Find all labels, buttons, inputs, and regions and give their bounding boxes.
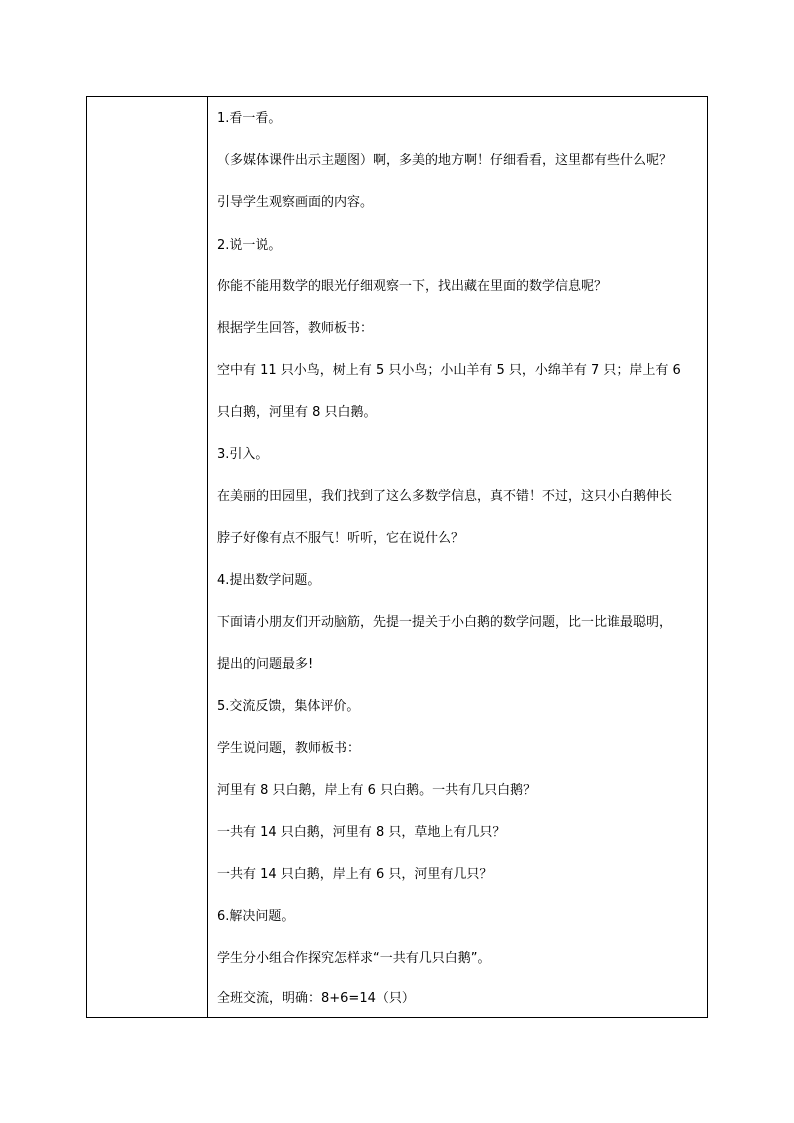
text-line: 提出的问题最多! [217, 657, 314, 672]
text-line: 5.交流反馈，集体评价。 [217, 699, 360, 714]
text-line: 根据学生回答，教师板书： [217, 321, 374, 336]
text-line: （多媒体课件出示主题图）啊，多美的地方啊！仔细看看，这里都有些什么呢？ [217, 153, 673, 168]
text-line: 学生说问题，教师板书： [217, 741, 361, 756]
text-line: 下面请小朋友们开动脑筋，先提一提关于小白鹅的数学问题，比一比谁最聪明， [217, 615, 673, 630]
lesson-table [86, 96, 708, 1018]
text-line: 河里有 8 只白鹅，岸上有 6 只白鹅。一共有几只白鹅？ [217, 783, 537, 798]
text-line: 引导学生观察画面的内容。 [217, 195, 374, 210]
text-line: 空中有 11 只小鸟，树上有 5 只小鸟；小山羊有 5 只，小绵羊有 7 只；岸上有 6 [217, 363, 681, 378]
text-line: 1.看一看。 [217, 111, 282, 126]
text-line: 4.提出数学问题。 [217, 573, 321, 588]
table-content-cell [208, 97, 707, 1017]
text-line: 学生分小组合作探究怎样求“一共有几只白鹅”。 [217, 951, 491, 966]
text-line: 全班交流，明确：8+6=14（只） [217, 991, 415, 1006]
text-line: 一共有 14 只白鹅，岸上有 6 只，河里有几只？ [217, 867, 493, 882]
table-left-cell [87, 97, 208, 1017]
text-line: 只白鹅，河里有 8 只白鹅。 [217, 405, 377, 420]
text-line: 脖子好像有点不服气！听听，它在说什么？ [217, 531, 465, 546]
text-line: 在美丽的田园里，我们找到了这么多数学信息，真不错！不过，这只小白鹅伸长 [217, 489, 673, 504]
text-line: 2.说一说。 [217, 238, 282, 253]
text-line: 3.引入。 [217, 447, 269, 462]
text-line: 一共有 14 只白鹅，河里有 8 只，草地上有几只？ [217, 825, 506, 840]
text-line: 6.解决问题。 [217, 909, 295, 924]
text-line: 你能不能用数学的眼光仔细观察一下，找出藏在里面的数学信息呢？ [217, 279, 608, 294]
